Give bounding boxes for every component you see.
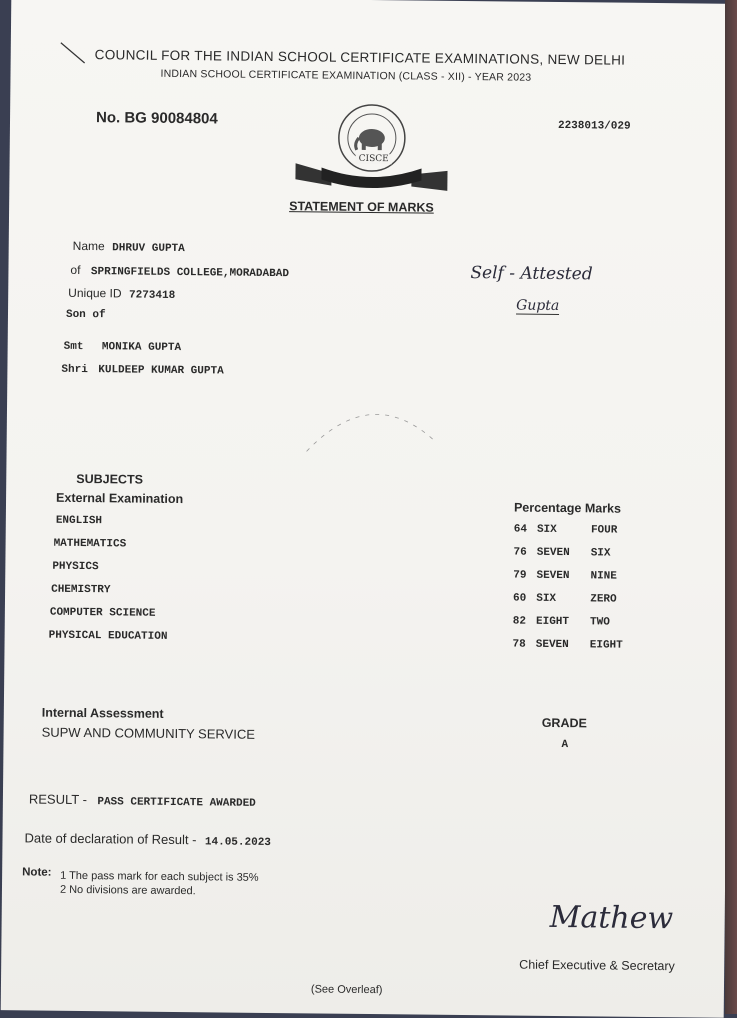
percentage-marks-heading: Percentage Marks bbox=[513, 500, 622, 516]
background-edge bbox=[725, 0, 737, 1014]
result-label: RESULT - bbox=[28, 791, 88, 808]
external-exam-label: External Examination bbox=[56, 490, 184, 507]
subject-name: PHYSICAL EDUCATION bbox=[48, 629, 168, 643]
subject-marks: 79 SEVEN NINE bbox=[513, 569, 617, 583]
subjects-heading: SUBJECTS bbox=[76, 471, 144, 487]
watermark-arc-icon bbox=[296, 391, 447, 463]
father-name: KULDEEP KUMAR GUPTA bbox=[98, 364, 224, 378]
result-row bbox=[29, 790, 256, 810]
statement-title: STATEMENT OF MARKS bbox=[289, 199, 434, 215]
cisce-seal-icon bbox=[291, 101, 452, 195]
mother-name: MONIKA GUPTA bbox=[101, 341, 182, 355]
school-name: SPRINGFIELDS COLLEGE,MORADABAD bbox=[90, 266, 290, 281]
logo-text: CISCE bbox=[356, 154, 392, 164]
grade-value: A bbox=[561, 739, 569, 752]
certificate-number: No. BG 90084804 bbox=[95, 109, 218, 128]
subject-name: COMPUTER SCIENCE bbox=[49, 606, 156, 620]
subject-marks: 82 EIGHT TWO bbox=[512, 615, 610, 629]
uid-label: Unique ID bbox=[68, 285, 122, 301]
marks-statement-sheet bbox=[1, 0, 735, 1018]
mother-prefix: Smt bbox=[63, 340, 84, 354]
father-prefix: Shri bbox=[61, 363, 88, 377]
signatory-title: Chief Executive & Secretary bbox=[519, 957, 675, 974]
subject-marks: 60 SIX ZERO bbox=[512, 592, 617, 606]
student-name: DHRUV GUPTA bbox=[112, 242, 185, 256]
school-row bbox=[70, 261, 289, 281]
of-label: of bbox=[70, 262, 81, 277]
attestation-signature: Gupta bbox=[516, 297, 560, 314]
council-heading: COUNCIL FOR THE INDIAN SCHOOL CERTIFICATE EXAMINATIONS, NEW DELHI bbox=[94, 47, 626, 68]
note-1: 1 The pass mark for each subject is 35% bbox=[60, 869, 259, 884]
note-label: Note: bbox=[22, 866, 52, 879]
subject-marks: 76 SEVEN SIX bbox=[513, 546, 611, 560]
name-label: Name bbox=[72, 238, 105, 254]
fold-mark-icon bbox=[59, 41, 89, 65]
subject-marks: 64 SIX FOUR bbox=[513, 523, 618, 537]
result-value: PASS CERTIFICATE AWARDED bbox=[97, 796, 256, 810]
note-2: 2 No divisions are awarded. bbox=[59, 883, 196, 898]
subject-name: MATHEMATICS bbox=[53, 537, 127, 551]
uid-row bbox=[68, 284, 175, 303]
subject-marks: 78 SEVEN EIGHT bbox=[512, 638, 623, 652]
son-of-label: Son of bbox=[65, 308, 106, 322]
subject-name: CHEMISTRY bbox=[51, 583, 111, 597]
declaration-row bbox=[24, 829, 271, 850]
reference-number: 2238013/029 bbox=[557, 119, 631, 133]
name-row bbox=[73, 237, 185, 256]
internal-assessment-label: Internal Assessment bbox=[41, 705, 164, 721]
exam-heading: INDIAN SCHOOL CERTIFICATE EXAMINATION (CLASS - XII) - YEAR 2023 bbox=[160, 67, 532, 84]
subject-name: ENGLISH bbox=[55, 514, 103, 528]
subject-name: PHYSICS bbox=[52, 560, 99, 574]
declaration-date: 14.05.2023 bbox=[204, 836, 271, 850]
father-row bbox=[61, 359, 223, 379]
declaration-label: Date of declaration of Result - bbox=[24, 830, 197, 848]
see-overleaf: (See Overleaf) bbox=[310, 983, 383, 997]
internal-subject: SUPW AND COMMUNITY SERVICE bbox=[41, 724, 256, 742]
cisce-logo bbox=[291, 101, 452, 195]
unique-id: 7273418 bbox=[128, 289, 176, 302]
grade-heading: GRADE bbox=[541, 715, 587, 731]
secretary-signature: Mathew bbox=[549, 899, 674, 937]
mother-row bbox=[64, 336, 182, 355]
self-attested-note: Self - Attested bbox=[470, 263, 593, 285]
